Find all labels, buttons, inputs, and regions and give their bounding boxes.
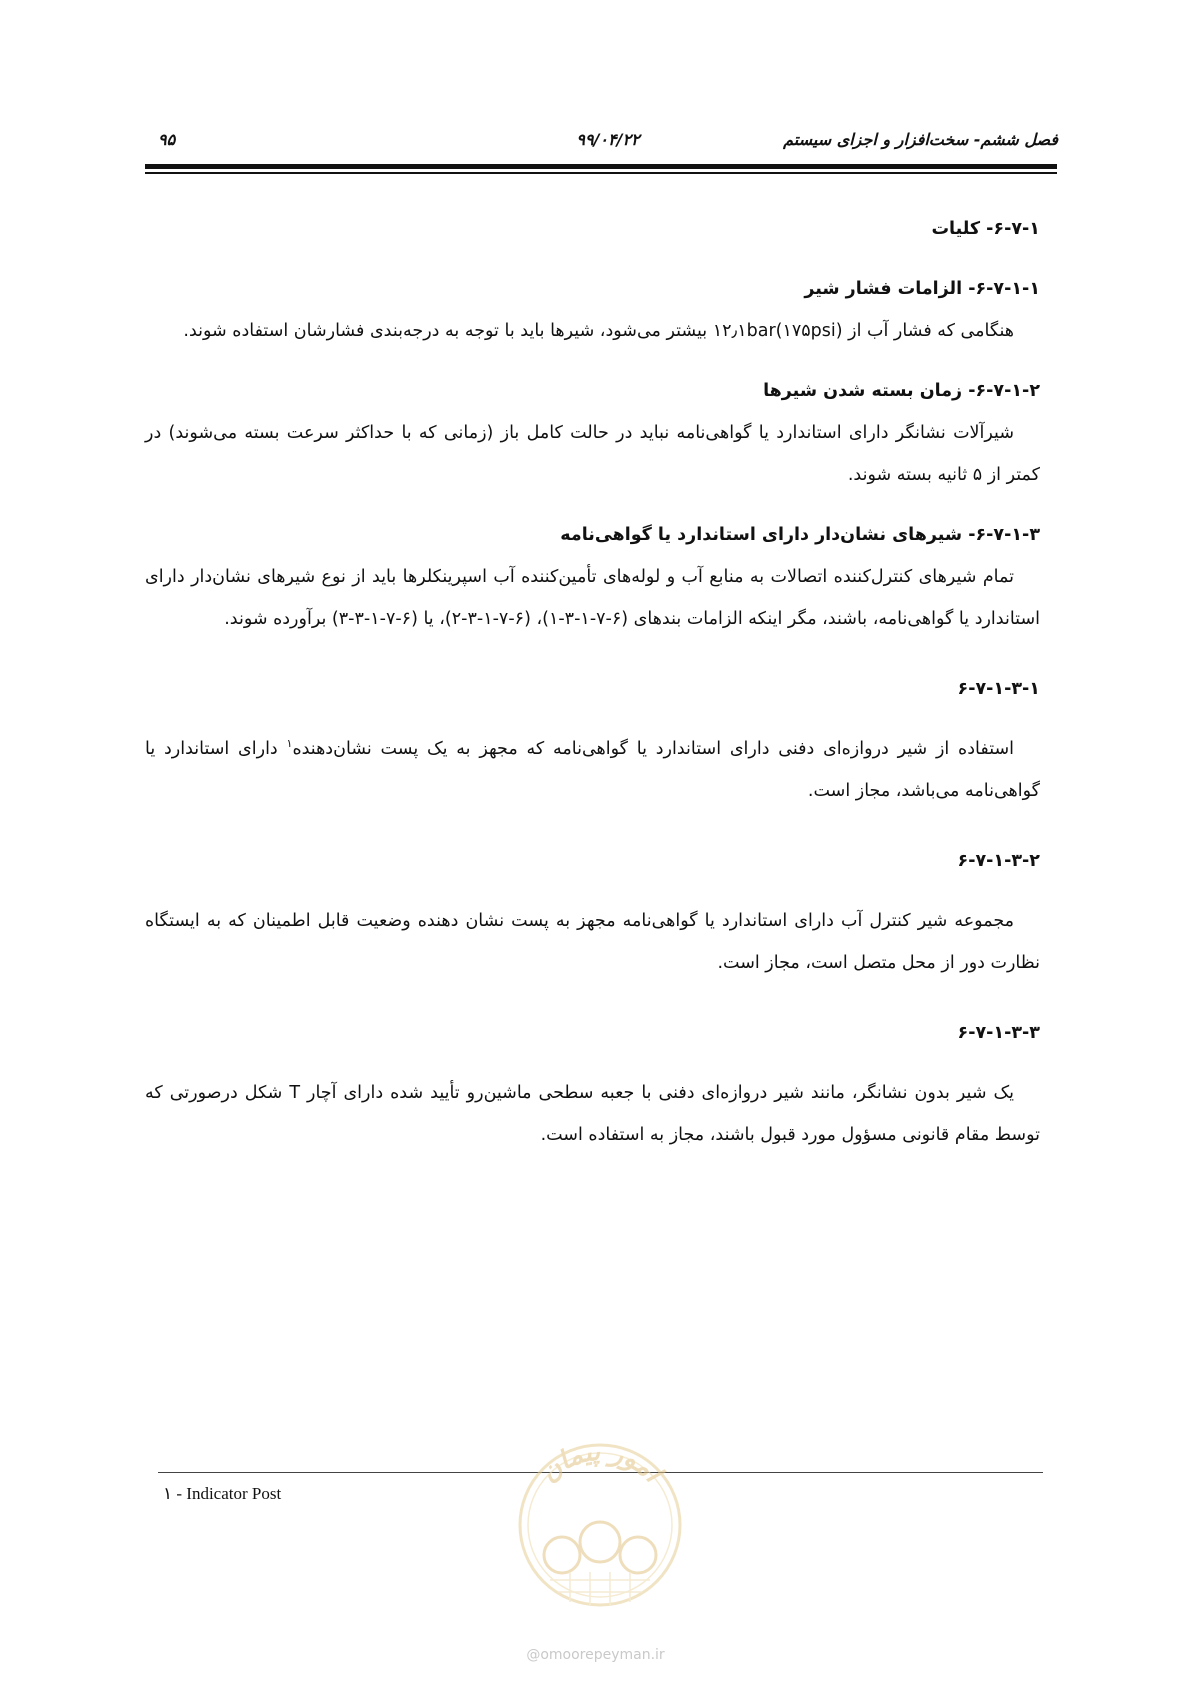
running-header (158, 130, 1058, 156)
paragraph-2: شیرآلات نشانگر دارای استاندارد یا گواهی‌نامه نباید در حالت کامل باز (زمانی که با حداکثر سرعت بسته می‌شوند) در کمتر از ۵ ثانیه بسته شوند. (145, 423, 1040, 485)
paragraph-3: تمام شیرهای کنترل‌کننده اتصالات به منابع آب و لوله‌های تأمین‌کننده آب اسپرینکلرها باید از نوع شیرهای نشان‌دار دارای استاندارد یا گواهی‌نامه، باشند، مگر اینکه الزامات بندهای (۶-۷-۱-۳-۱)، (۶-۷-۱-۳-۲)، یا (۶-۷-۱-۳-۳) برآورده شوند. (145, 567, 1040, 629)
subsection-heading-1: ۶-۷-۱-۱- الزامات فشار شیر (804, 279, 1040, 299)
watermark-site: @omoorepeyman.ir (526, 1647, 665, 1663)
header-date: ۹۹/۰۴/۲۲ (576, 130, 640, 149)
paragraph-3-1-text-a: استفاده از شیر دروازه‌ای دفنی دارای استاندارد یا گواهی‌نامه که مجهز به یک پست نشان‌دهنده (292, 739, 1015, 759)
section-heading: ۶-۷-۱- کلیات (931, 219, 1040, 239)
clause-heading-3-2: ۶-۷-۱-۳-۲ (957, 851, 1040, 871)
paragraph-3-1 (145, 728, 1040, 812)
subsection-heading-3: ۶-۷-۱-۳- شیرهای نشان‌دار دارای استاندارد یا گواهی‌نامه (560, 525, 1040, 545)
watermark-seal-icon (490, 1430, 710, 1620)
body-content (145, 208, 1040, 1156)
paragraph-3-2: مجموعه شیر کنترل آب دارای استاندارد یا گواهی‌نامه مجهز به پست نشان دهنده وضعیت قابل اطمینان که به ایستگاه نظارت دور از محل متصل است، مجاز است. (145, 911, 1040, 973)
clause-heading-3-3: ۶-۷-۱-۳-۳ (957, 1023, 1040, 1043)
footnote-marker: ۱ (286, 737, 293, 751)
header-rule-thick (145, 164, 1057, 169)
page-number: ۹۵ (158, 130, 176, 149)
paragraph-3-1-text-b: دارای استاندارد یا گواهی‌نامه می‌باشد، مجاز است. (145, 739, 1040, 801)
paragraph-1: هنگامی که فشار آب از ۱۲٫۱bar(۱۷۵psi) بیشتر می‌شود، شیرها باید با توجه به درجه‌بندی فشارشان استفاده شوند. (183, 321, 1014, 341)
chapter-title: فصل ششم- سخت‌افزار و اجزای سیستم (783, 130, 1058, 149)
watermark-logo-text: امور پیمان (534, 1436, 667, 1488)
footnote: ۱ - Indicator Post (163, 1484, 282, 1503)
header-rule-thin (145, 172, 1057, 174)
paragraph-3-3: یک شیر بدون نشانگر، مانند شیر دروازه‌ای دفنی با جعبه سطحی ماشین‌رو تأیید شده دارای آچار T شکل درصورتی که توسط مقام قانونی مسؤول مورد قبول باشند، مجاز به استفاده است. (145, 1083, 1040, 1145)
clause-heading-3-1: ۶-۷-۱-۳-۱ (957, 679, 1040, 699)
subsection-heading-2: ۶-۷-۱-۲- زمان بسته شدن شیرها (763, 381, 1040, 401)
